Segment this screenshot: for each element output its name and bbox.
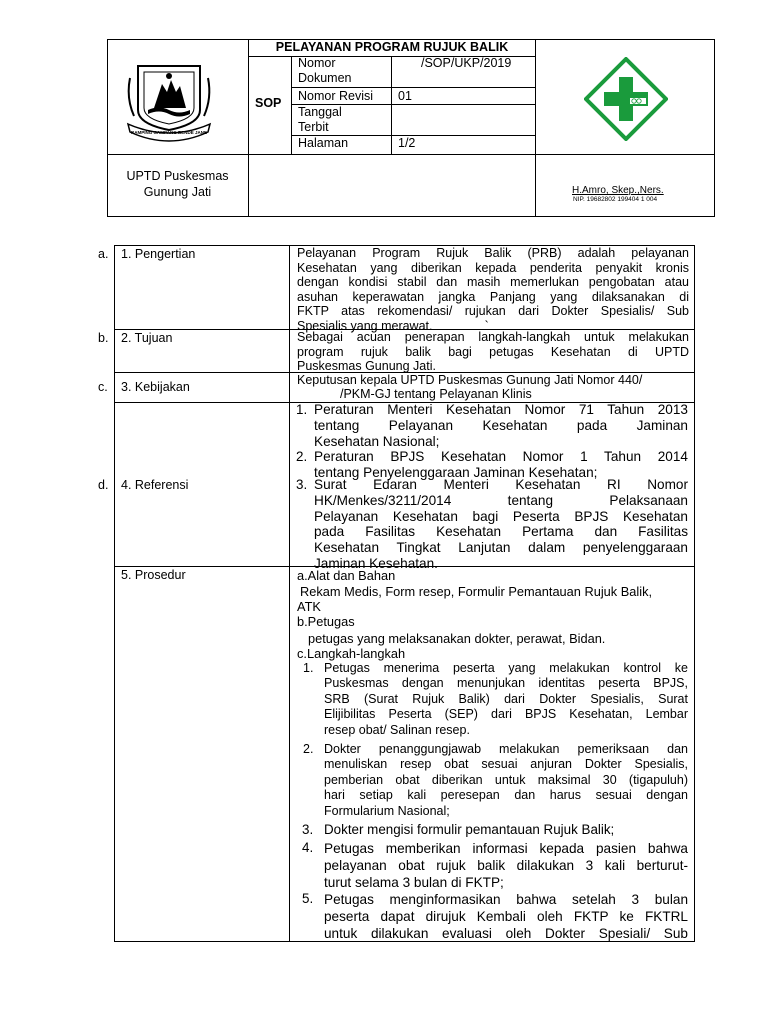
nomor-label: Nomor bbox=[298, 56, 336, 70]
alat-bahan-line-1: Rekam Medis, Form resep, Formulir Pemantauan Rujuk Balik, bbox=[300, 584, 653, 599]
signer-name: H.Amro, Skep.,Ners. bbox=[572, 185, 664, 196]
sop-label: SOP bbox=[255, 96, 282, 110]
dokumen-label: Dokumen bbox=[298, 71, 352, 85]
tanggal-label: Tanggal bbox=[298, 105, 342, 119]
step-5: Petugas menginformasikan bahwa setelah 3 bulan peserta dapat dirujuk Kembali oleh FKTP ke FKTRL untuk dilakukan evaluasi oleh Dokter Spesiali/ Sub bbox=[324, 892, 688, 941]
step-2: Dokter penanggungjawab melakukan pemeriksaan dan menuliskan resep obat sesuai anjuran Dokter Spesialis, pemberian obat diberikan untuk maksimal 30 (tigapuluh) hari setiap kali peresepan dan harus sesuai dengan Formularium Nasional; bbox=[324, 742, 688, 818]
kebijakan-line-1: Keputusan kepala UPTD Puskesmas Gunung Jati Nomor 440/ bbox=[297, 373, 643, 387]
referensi-item-2: Peraturan BPJS Kesehatan Nomor 1 Tahun 2014 tentang Penyelenggaraan Jaminan Kesehatan; bbox=[314, 449, 688, 480]
kabupaten-logo bbox=[124, 58, 214, 142]
prosedur-label: 5. Prosedur bbox=[121, 568, 186, 582]
halaman-label: Halaman bbox=[298, 136, 349, 150]
step-4: Petugas memberikan informasi kepada pasien bahwa pelayanan obat rujuk balik dilakukan 3 kali berturut- turut selama 3 bulan di FKTP; bbox=[324, 841, 688, 890]
revisi-value: 01 bbox=[398, 89, 412, 103]
kebijakan-label: 3. Kebijakan bbox=[121, 380, 190, 394]
alat-bahan-heading: a.Alat dan Bahan bbox=[297, 568, 396, 583]
row-letter-d: d. bbox=[98, 478, 109, 492]
halaman-value: 1/2 bbox=[398, 136, 416, 150]
org-name-line-1: UPTD Puskesmas bbox=[126, 169, 229, 183]
step-num-3: 3. bbox=[302, 822, 314, 837]
step-num-1: 1. bbox=[303, 661, 314, 675]
step-num-5: 5. bbox=[302, 891, 314, 906]
petugas-line: petugas yang melaksanakan dokter, perawat, Bidan. bbox=[308, 631, 606, 646]
pengertian-text: Pelayanan Program Rujuk Balik (PRB) adalah pelayanan Kesehatan yang diberikan kepada penderita penyakit kronis dengan kondisi stabil dan masih memerlukan pengobatan atau asuhan keperawatan jangka Panjang yang dilaksanakan di FKTP atas rekomendasi/ rujukan dari Dokter Spesialis/ Sub Spesialis yang merawat. ` bbox=[297, 246, 689, 333]
signer-nip: NIP. 19682802 199404 1 004 bbox=[573, 196, 658, 203]
svg-text:RAMPING GAMPANG BENDE JANE: RAMPING GAMPANG BENDE JANE bbox=[131, 130, 207, 135]
tujuan-label: 2. Tujuan bbox=[121, 331, 173, 345]
step-num-2: 2. bbox=[303, 742, 314, 756]
pengertian-label: 1. Pengertian bbox=[121, 247, 196, 261]
langkah-heading: c.Langkah-langkah bbox=[297, 646, 406, 661]
step-1: Petugas menerima peserta yang melakukan kontrol ke Puskesmas dengan menunjukan identitas peserta BPJS, SRB (Surat Rujuk Balik) dari Dokter Spesialis, Surat Elijibilitas Peserta (SEP) dari BPJS Kesehatan, Lembar resep obat/ Salinan resep. bbox=[324, 661, 688, 737]
referensi-item-3: Surat Edaran Menteri Kesehatan RI Nomor HK/Menkes/3211/2014 tentang Pelaksanaan Pelayanan Kesehatan bagi Peserta BPJS Kesehatan pada Fasilitas Kesehatan Pertama dan Fasilitas Kesehatan Tingkat Lanjutan dalam penyelenggaraan Jaminan Kesehatan. bbox=[314, 477, 688, 571]
referensi-num-2: 2. bbox=[296, 449, 308, 464]
petugas-heading: b.Petugas bbox=[297, 614, 355, 629]
revisi-label: Nomor Revisi bbox=[298, 89, 374, 103]
row-letter-b: b. bbox=[98, 331, 109, 345]
row-letter-a: a. bbox=[98, 247, 109, 261]
org-name-line-2: Gunung Jati bbox=[143, 185, 212, 199]
referensi-item-1: Peraturan Menteri Kesehatan Nomor 71 Tahun 2013 tentang Pelayanan Kesehatan pada Jaminan Kesehatan Nasional; bbox=[314, 402, 688, 449]
row-letter-c: c. bbox=[98, 380, 108, 394]
nomor-value: /SOP/UKP/2019 bbox=[421, 56, 512, 70]
referensi-label: 4. Referensi bbox=[121, 478, 189, 492]
document-title: PELAYANAN PROGRAM RUJUK BALIK bbox=[275, 40, 509, 54]
terbit-label: Terbit bbox=[298, 120, 329, 134]
puskesmas-logo bbox=[584, 57, 668, 141]
kebijakan-line-2: /PKM-GJ tentang Pelayanan Klinis bbox=[340, 387, 532, 401]
referensi-num-3: 3. bbox=[296, 477, 308, 492]
step-num-4: 4. bbox=[302, 840, 314, 855]
referensi-num-1: 1. bbox=[296, 402, 308, 417]
alat-bahan-line-2: ATK bbox=[297, 599, 321, 614]
tujuan-text: Sebagai acuan penerapan langkah-langkah untuk melakukan program rujuk balik bagi petugas Kesehatan di UPTD Puskesmas Gunung Jati. bbox=[297, 330, 689, 374]
step-3: Dokter mengisi formulir pemantauan Rujuk Balik; bbox=[324, 822, 615, 837]
